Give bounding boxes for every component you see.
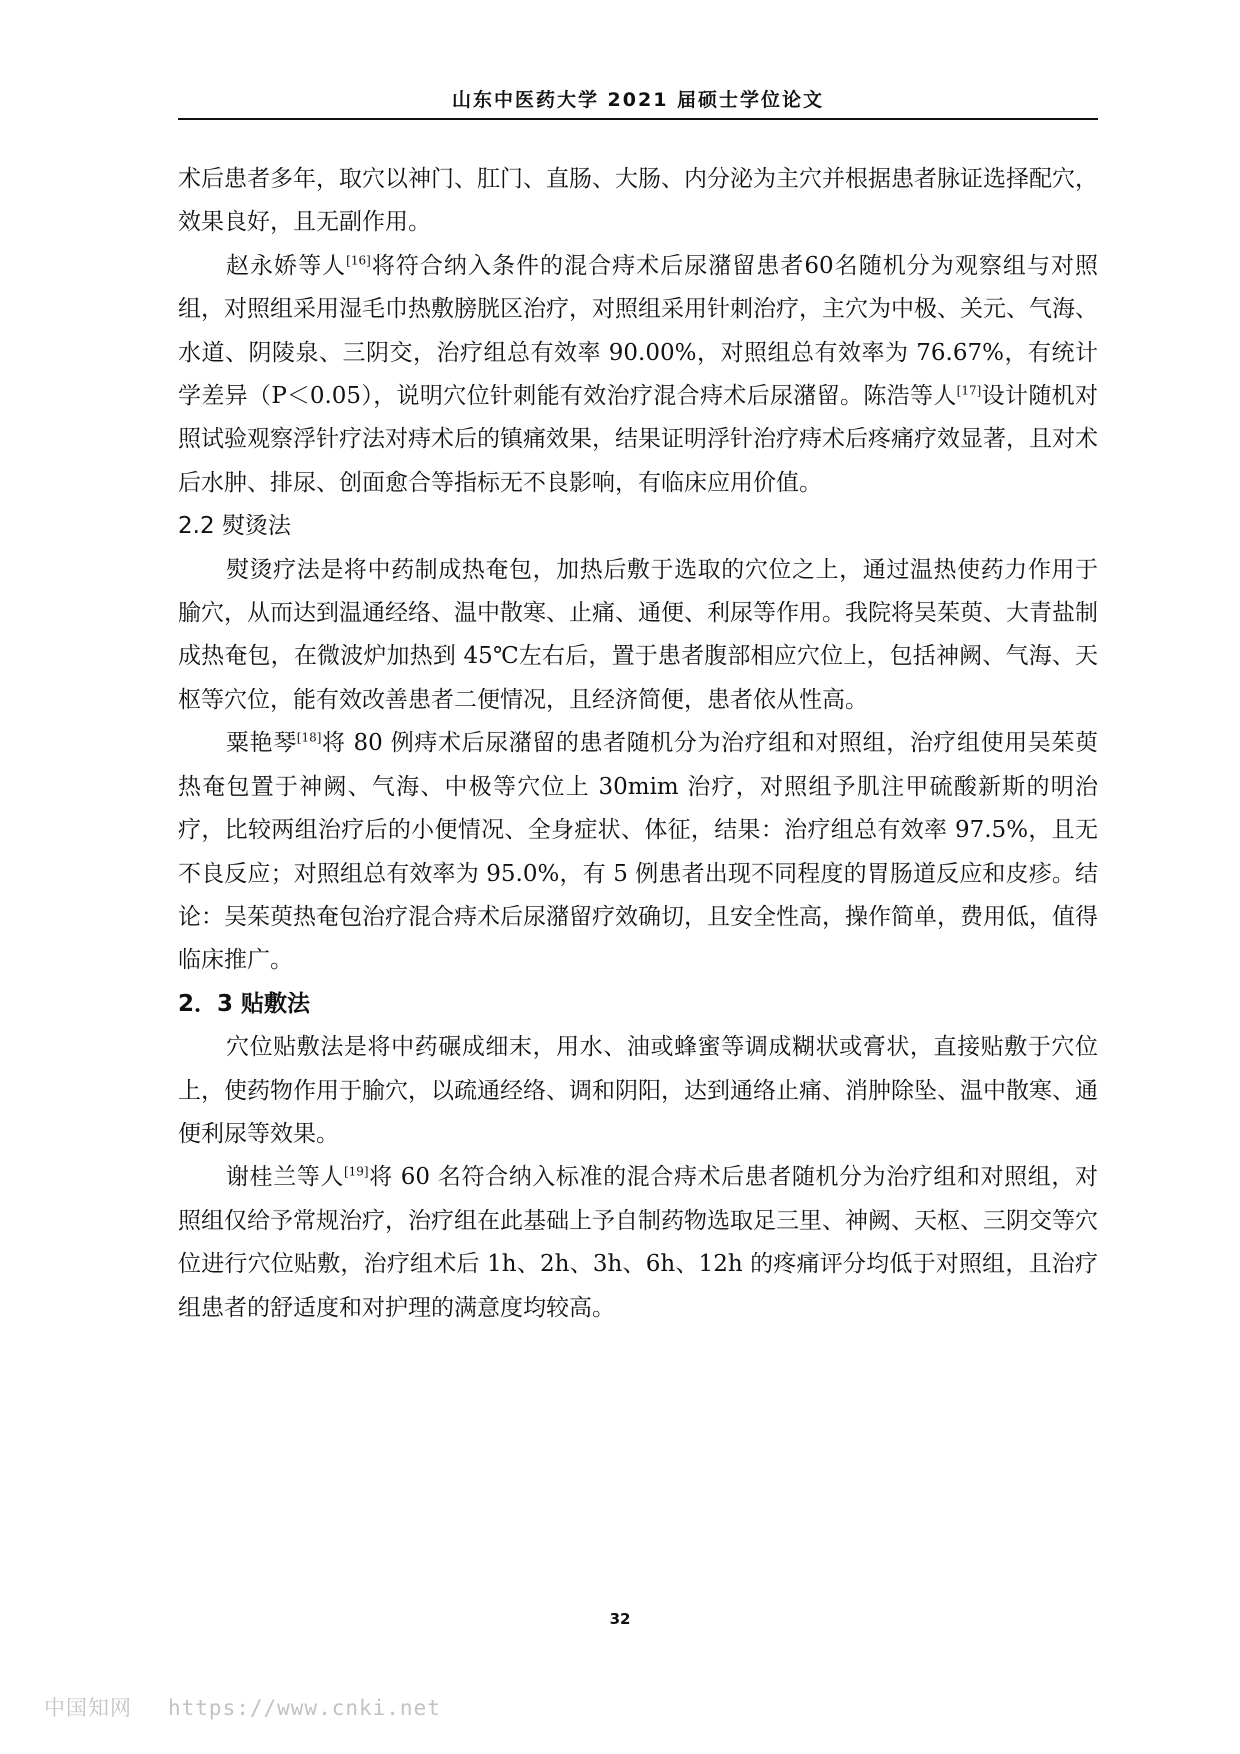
paragraph-5: 穴位贴敷法是将中药碾成细末，用水、油或蜂蜜等调成糊状或膏状，直接贴敷于穴位上，使药物作用于腧穴，以疏通经络、调和阴阳，达到通络止痛、消肿除坠、温中散寒、通便利尿等效果。 [178,1034,1098,1147]
main-content [178,158,1098,1330]
page-number: 32 [609,1610,631,1628]
paragraph-4-body: 将 80 例痔术后尿潴留的患者随机分为治疗组和对照组，治疗组使用吴茱萸热奄包置于神阙、气海、中极等穴位上 30mim 治疗，对照组予肌注甲硫酸新斯的明治疗，比较两组治疗后的小便情况、全身症状、体征，结果：治疗组总有效率 97.5%，且无不良反应；对照组总有效率为 95.0%，有 5 例患者出现不同程度的胃肠道反应和皮疹。结论：吴茱萸热奄包治疗混合痔术后尿潴留疗效确切，且安全性高，操作简单，费用低，值得临床推广。 [178,730,1099,974]
section-heading-2-3: 2．3 贴敷法 [178,990,311,1017]
paragraph-2-pre: 赵永娇等人 [226,252,347,279]
paragraph-4-pre: 粟艳琴 [226,730,297,757]
citation-18: [18] [296,730,322,745]
paragraph-4 [178,722,1098,982]
header-title: 山东中医药大学 2021 届硕士学位论文 [451,89,825,111]
citation-19: [19] [343,1164,369,1179]
watermark-logo: 中国知网 [44,1696,132,1720]
citation-16: [16] [346,253,371,268]
watermark-url: https://www.cnki.net [168,1696,441,1720]
paragraph-6 [178,1156,1098,1330]
paragraph-2-body: 将符合纳入条件的混合痔术后尿潴留患者60名随机分为观察组与对照组，对照组采用湿毛巾热敷膀胱区治疗，对照组采用针刺治疗，主穴为中极、关元、气海、水道、阴陵泉、三阴交，治疗组总有效率 90.00%，对照组总有效率为 76.67%，有统计学差异（P＜0.05），说明穴位针刺能有效治疗混合痔术后尿潴留。陈浩等人 [178,252,1098,410]
paragraph-2-tail: 设计随机对照试验观察浮针疗法对痔术后的镇痛效果，结果证明浮针治疗痔术后疼痛疗效显著，且对术后水肿、排尿、创面愈合等指标无不良影响，有临床应用价值。 [178,383,1099,496]
paragraph-1: 术后患者多年，取穴以神门、肛门、直肠、大肠、内分泌为主穴并根据患者脉证选择配穴，效果良好，且无副作用。 [178,166,1098,236]
page-header [178,86,1098,120]
paragraph-2 [178,245,1098,505]
section-heading-2-2: 2.2 熨烫法 [178,513,291,540]
paragraph-3: 熨烫疗法是将中药制成热奄包，加热后敷于选取的穴位之上，通过温热使药力作用于腧穴，从而达到温通经络、温中散寒、止痛、通便、利尿等作用。我院将吴茱萸、大青盐制成热奄包，在微波炉加热到 45℃左右后，置于患者腹部相应穴位上，包括神阙、气海、天枢等穴位，能有效改善患者二便情况，且经济简便，患者依从性高。 [178,556,1098,713]
citation-17: [17] [956,383,982,398]
paragraph-6-body: 将 60 名符合纳入标准的混合痔术后患者随机分为治疗组和对照组，对照组仅给予常规治疗，治疗组在此基础上予自制药物选取足三里、神阙、天枢、三阴交等穴位进行穴位贴敷，治疗组术后 1h、2h、3h、6h、12h 的疼痛评分均低于对照组，且治疗组患者的舒适度和对护理的满意度均较高。 [178,1164,1099,1321]
paragraph-6-pre: 谢桂兰等人 [226,1164,344,1191]
cnki-watermark [44,1692,441,1722]
